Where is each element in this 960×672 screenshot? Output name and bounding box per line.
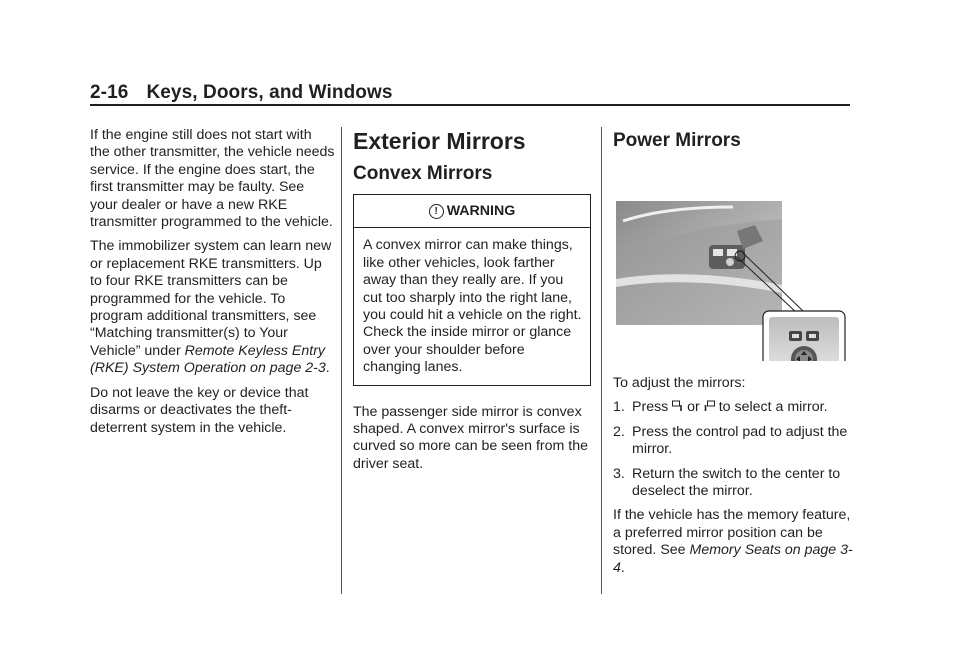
column-1 bbox=[90, 127, 335, 444]
paragraph-key-warning: Do not leave the key or device that disarms or deactivates the theft-deterrent system in the vehicle. bbox=[90, 384, 309, 436]
warning-header bbox=[354, 195, 590, 228]
page-number: 2-16 bbox=[90, 82, 129, 103]
column-divider-2 bbox=[601, 127, 602, 594]
paragraph-immobilizer: The immobilizer system can learn new or replacement RKE transmitters. Up to four RKE transmitters can be programmed for the vehicle. To program additional transmitters, see “Matching transmitter(s) to Your Vehicle” under Remote Keyless Entry (RKE) System Operation on page 2-3. bbox=[90, 238, 332, 377]
column-3 bbox=[613, 127, 853, 584]
list-item: 3. Return the switch to the center to deselect the mirror. bbox=[613, 465, 841, 500]
memory-seats-link[interactable]: Memory Seats on page 3-4 bbox=[613, 542, 853, 576]
column-2 bbox=[353, 127, 591, 480]
list-item: 1. Press or to select a mirror. bbox=[613, 399, 828, 416]
paragraph-adjust-intro: To adjust the mirrors: bbox=[613, 375, 746, 391]
left-mirror-icon bbox=[672, 400, 683, 412]
rke-reference-link[interactable]: Remote Keyless Entry (RKE) System Operation on page 2-3 bbox=[90, 342, 326, 377]
warning-box bbox=[353, 194, 591, 386]
door-panel-drawing bbox=[613, 161, 853, 361]
warning-title: WARNING bbox=[446, 203, 516, 219]
heading-convex-mirrors: Convex Mirrors bbox=[353, 163, 493, 184]
header-rule bbox=[90, 104, 850, 106]
warning-text: A convex mirror can make things, like other vehicles, look farther away than they really are. If you cut too sharply into the right lane, you could hit a vehicle on the right. Check the inside mirror or glance over your shoulder before changing lanes. bbox=[363, 237, 582, 376]
column-divider-1 bbox=[341, 127, 342, 594]
section-title: Keys, Doors, and Windows bbox=[146, 82, 393, 103]
warning-icon: ! bbox=[429, 204, 444, 219]
list-item: 2. Press the control pad to adjust the mirror. bbox=[613, 423, 848, 458]
paragraph-memory: If the vehicle has the memory feature, a preferred mirror position can be stored. See Memory Seats on page 3-4. bbox=[613, 507, 853, 576]
paragraph-engine-start: If the engine still does not start with the other transmitter, the vehicle needs service. If the engine does start, the first transmitter may be faulty. See your dealer or have a new RKE transmitter programmed to the vehicle. bbox=[90, 127, 335, 231]
heading-power-mirrors: Power Mirrors bbox=[613, 130, 741, 151]
right-mirror-icon bbox=[704, 400, 715, 412]
page-header bbox=[90, 82, 393, 104]
mirror-control-illustration bbox=[613, 161, 853, 361]
paragraph-convex: The passenger side mirror is convex shaped. A convex mirror's surface is curved so more can be seen from the driver seat. bbox=[353, 403, 589, 472]
heading-exterior-mirrors: Exterior Mirrors bbox=[353, 128, 526, 154]
adjust-steps-list bbox=[613, 399, 853, 500]
